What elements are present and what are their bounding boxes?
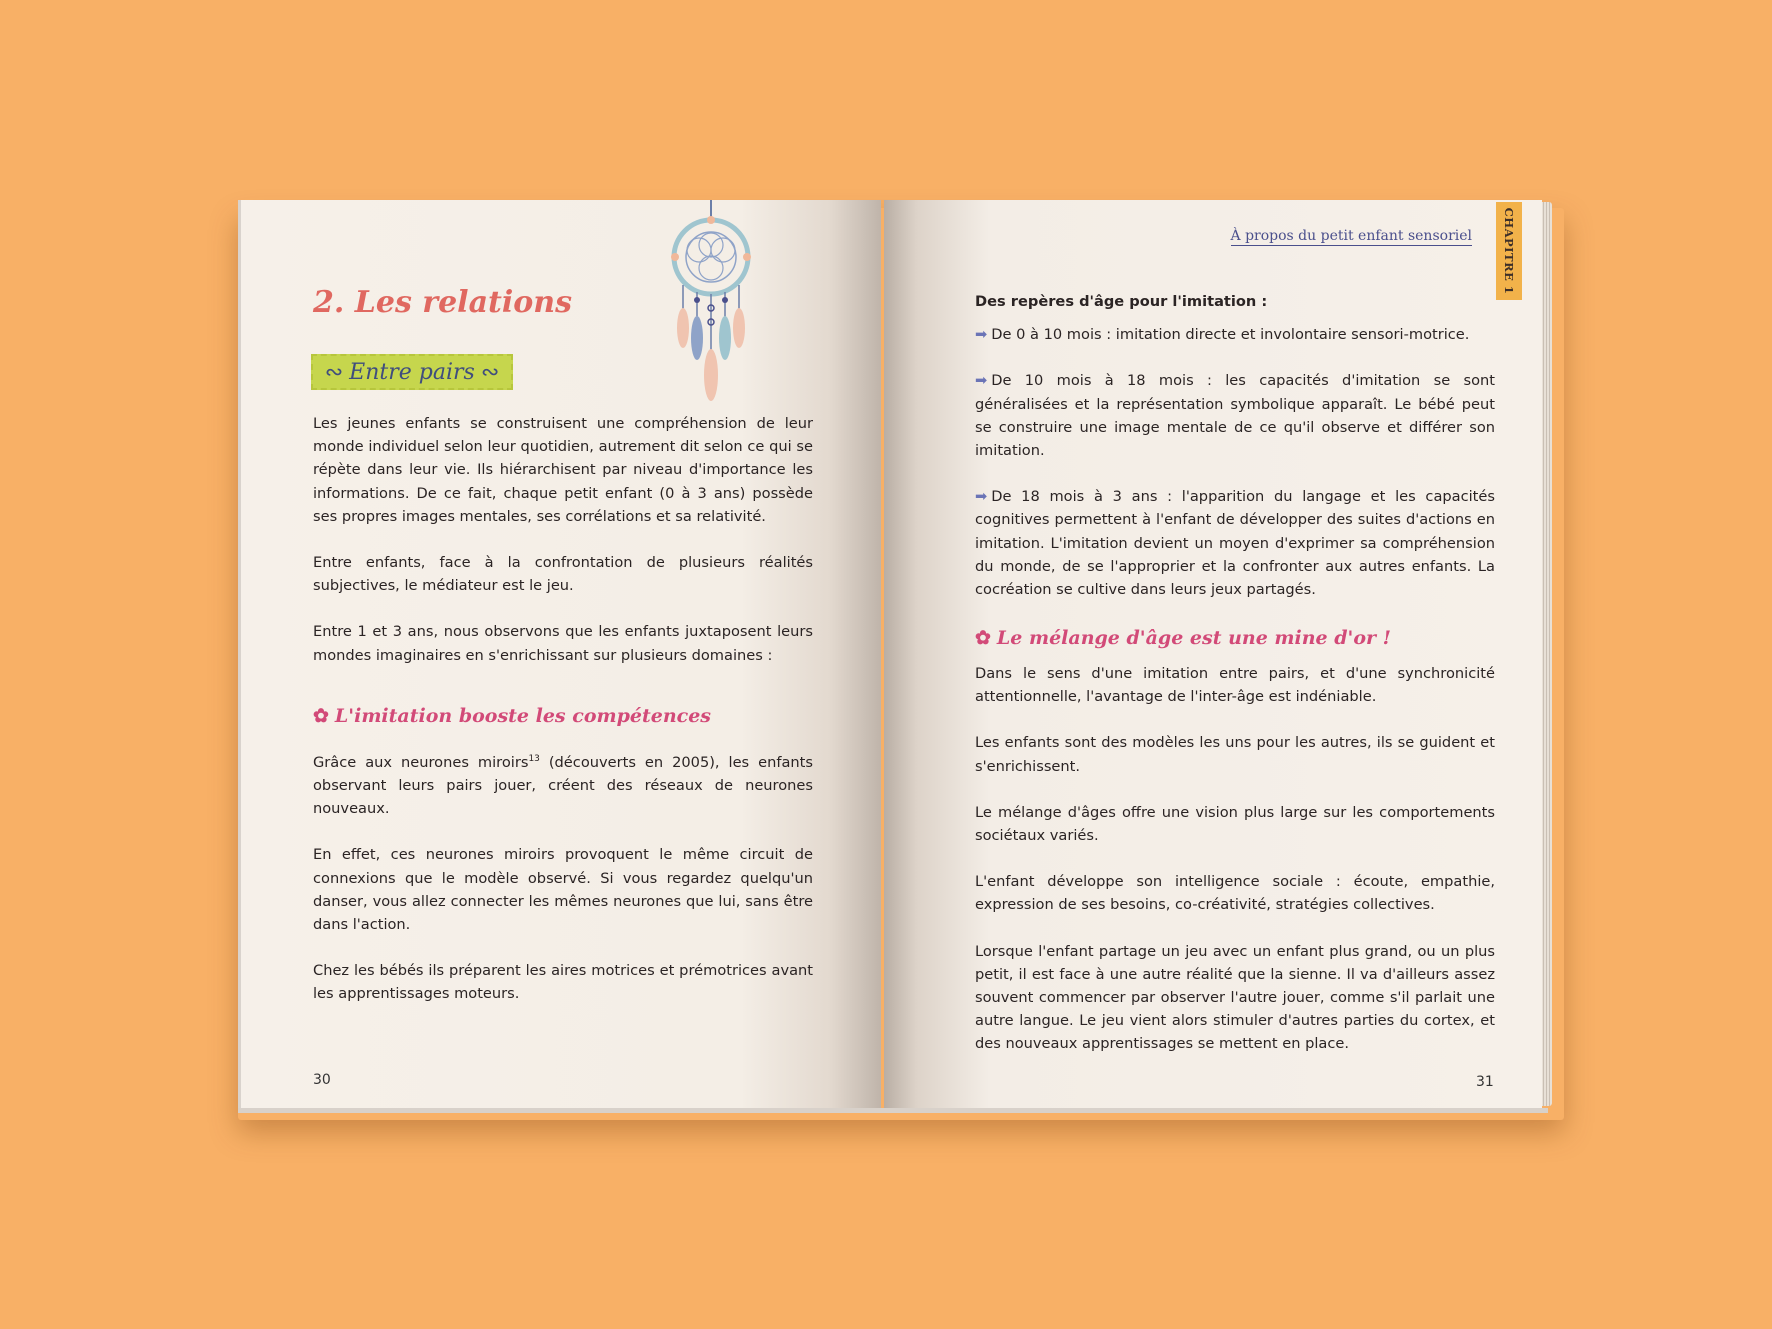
text-run: Grâce aux neurones miroirs xyxy=(313,753,529,771)
paragraph: Entre 1 et 3 ans, nous observons que les enfants juxtaposent leurs mondes imaginaires en s'enrichissant sur plusieurs domaines : xyxy=(313,623,813,664)
subtitle-banner xyxy=(311,354,513,390)
age-item-text: De 10 mois à 18 mois : les capacités d'imitation se sont généralisées et la représentation symbolique apparaît. Le bébé peut se construire une image mentale de ce qu'il observe et différer son imitation. xyxy=(975,372,1495,460)
section-heading xyxy=(313,705,711,727)
right-section-body xyxy=(975,662,1495,1079)
page-number: 31 xyxy=(1476,1074,1494,1090)
chapter-tab xyxy=(1496,202,1522,300)
age-item-text: De 18 mois à 3 ans : l'apparition du langage et les capacités cognitives permettent à l'enfant de développer des suites d'actions en imitation. L'imitation devient un moyen d'exprimer sa compréhension du monde, de se l'approprier et la confronter aux autres enfants. La cocréation se cultive dans leurs jeux partagés. xyxy=(975,488,1495,599)
arrow-right-icon: ➡ xyxy=(975,326,988,344)
left-page xyxy=(238,200,881,1108)
age-item-text: De 0 à 10 mois : imitation directe et involontaire sensori-motrice. xyxy=(991,326,1470,344)
age-heading: Des repères d'âge pour l'imitation : xyxy=(975,293,1268,310)
footnote-ref: 13 xyxy=(528,754,540,764)
paragraph: Les jeunes enfants se construisent une compréhension de leur monde individuel selon leur quotidien, autrement dit selon ce qui se répète dans leur vie. Ils hiérarchisent par niveau d'importance les informations. De ce fait, chaque petit enfant (0 à 3 ans) possède ses propres images mentales, ses corrélations et sa relativité. xyxy=(313,415,813,525)
running-header: À propos du petit enfant sensoriel xyxy=(1230,228,1472,244)
paragraph: Entre enfants, face à la confrontation de plusieurs réalités subjectives, le médiateur est le jeu. xyxy=(313,554,813,595)
text-run: (découverts en 2005), les enfants observant leurs pairs jouer, créent des réseaux de neurones nouveaux. xyxy=(313,753,814,818)
cover-edge xyxy=(238,1108,1548,1113)
paragraph: Les enfants sont des modèles les uns pour les autres, ils se guident et s'enrichissent. xyxy=(975,734,1495,775)
swirl-right-icon: ∾ xyxy=(480,359,500,385)
section-heading-text: Le mélange d'âge est une mine d'or ! xyxy=(996,627,1391,649)
age-item xyxy=(975,485,1495,601)
flower-icon: ✿ xyxy=(975,627,991,649)
dreamcatcher-illustration xyxy=(661,200,781,405)
chapter-tab-label: CHAPITRE 1 xyxy=(1502,207,1516,295)
arrow-right-icon: ➡ xyxy=(975,372,988,390)
swirl-left-icon: ∾ xyxy=(324,359,344,385)
paragraph: Dans le sens d'une imitation entre pairs, et d'une synchronicité attentionnelle, l'avantage de l'inter-âge est indéniable. xyxy=(975,665,1495,706)
left-section-body xyxy=(313,748,813,1029)
page-number: 30 xyxy=(313,1072,331,1088)
arrow-right-icon: ➡ xyxy=(975,488,988,506)
paragraph: Le mélange d'âges offre une vision plus large sur les comportements sociétaux variés. xyxy=(975,803,1495,845)
age-item xyxy=(975,323,1495,346)
paragraph: Chez les bébés ils préparent les aires motrices et prémotrices avant les apprentissages moteurs. xyxy=(313,962,813,1003)
age-item xyxy=(975,369,1495,462)
paragraph: Lorsque l'enfant partage un jeu avec un enfant plus grand, ou un plus petit, il est face à une autre réalité que la sienne. Il va d'ailleurs assez souvent commencer par observer l'autre jouer, comme s'il parlait une autre langue. Le jeu vient alors stimuler d'autres parties du cortex, et des nouveaux apprentissages se mettent en place. xyxy=(975,942,1495,1053)
flower-icon: ✿ xyxy=(313,705,329,727)
left-body xyxy=(313,412,813,690)
section-heading-text: L'imitation booste les compétences xyxy=(334,705,711,727)
paragraph xyxy=(313,748,813,820)
right-page xyxy=(884,200,1542,1108)
subtitle-text: Entre pairs xyxy=(349,359,475,385)
page-title: 2. Les relations xyxy=(313,285,572,320)
open-book xyxy=(238,200,1564,1116)
paragraph: L'enfant développe son intelligence sociale : écoute, empathie, expression de ses besoins, co-créativité, stratégies collectives. xyxy=(975,873,1495,914)
paragraph: En effet, ces neurones miroirs provoquent le même circuit de connexions que le modèle observé. Si vous regardez quelqu'un danser, vous allez connecter les mêmes neurones que lui, sans être dans l'action. xyxy=(313,846,813,934)
right-body xyxy=(975,290,1495,624)
section-heading xyxy=(975,627,1391,649)
